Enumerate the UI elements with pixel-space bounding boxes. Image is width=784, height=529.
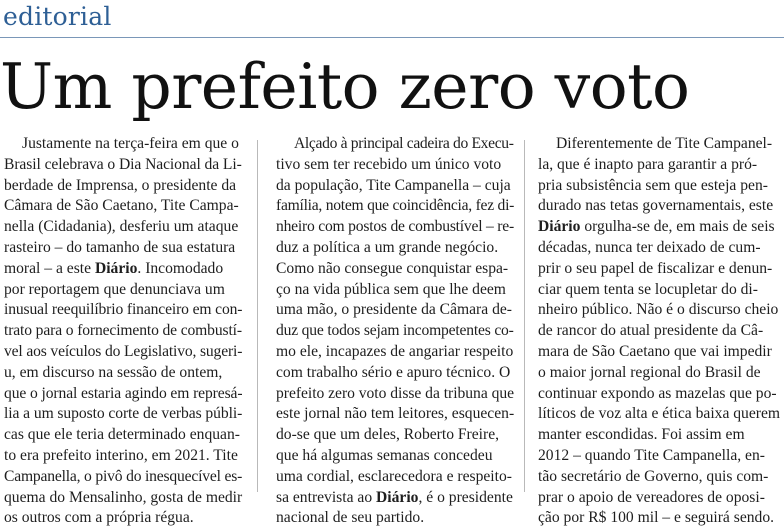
article-column-3 bbox=[538, 134, 782, 529]
article-column-2 bbox=[276, 134, 514, 529]
text-line: cas que ele teria determinado enquan- bbox=[4, 426, 240, 444]
text-line: inusual reequilíbrio financeiro em con- bbox=[4, 301, 243, 319]
text-line: berdade de Imprensa, o presidente da bbox=[4, 176, 237, 194]
text-line: Como não consegue conquistar espa- bbox=[276, 259, 509, 277]
section-divider bbox=[0, 37, 784, 38]
text-line: mara de São Caetano que vai impedir bbox=[538, 342, 772, 360]
text-line: Brasil celebrava o Dia Nacional da Li- bbox=[4, 155, 242, 173]
text-line: por reportagem que denunciava um bbox=[4, 280, 225, 298]
text-line: décadas, nunca ter deixado de cum- bbox=[538, 238, 761, 256]
text-line: la, que é inapto para garantir a pró- bbox=[538, 155, 758, 173]
text-line: Câmara de São Caetano, Tite Campa- bbox=[4, 197, 239, 215]
text-line: Diário orgulha-se de, em mais de seis bbox=[538, 218, 775, 236]
column-divider-1 bbox=[257, 140, 258, 492]
text-line: de rancor do atual presidente da Câ- bbox=[538, 322, 764, 340]
text-line: duz que todos sejam incompetentes co- bbox=[276, 322, 514, 340]
text-line: pria subsistência sem que esteja pen- bbox=[538, 176, 768, 194]
text-line: 2012 – quando Tite Campanella, en- bbox=[538, 446, 765, 464]
text-line: nella (Cidadania), desferiu um ataque bbox=[4, 218, 239, 236]
text-line: da população, Tite Campanella – cuja bbox=[276, 176, 511, 194]
column-divider-2 bbox=[524, 140, 525, 492]
text-line: tão secretário de Governo, quis com- bbox=[538, 467, 769, 485]
text-line: sa entrevista ao Diário, é o presidente bbox=[276, 488, 513, 506]
text-line: este jornal não tem leitores, esquecen- bbox=[276, 405, 515, 423]
text-line: ço na vida pública sem que lhe deem bbox=[276, 280, 506, 298]
newspaper-name: Diário bbox=[94, 259, 138, 277]
text-line: com trabalho sério e apuro técnico. O bbox=[276, 363, 511, 381]
text-line: to era prefeito interino, em 2021. Tite bbox=[4, 446, 238, 464]
text-line: Alçado à principal cadeira do Execu- bbox=[294, 135, 514, 152]
text-line: moral – a este Diário. Incomodado bbox=[4, 259, 224, 277]
article-column-1 bbox=[4, 134, 242, 529]
text-line: manter escondidas. Foi assim em bbox=[538, 426, 745, 444]
text-line: nheiro com postos de combustível – re- bbox=[276, 218, 514, 236]
newspaper-name: Diário bbox=[538, 218, 581, 236]
text-line: os outros com a própria régua. bbox=[4, 509, 194, 527]
headline: Um prefeito zero voto bbox=[0, 50, 690, 123]
text-line: u, em discurso na sessão de ontem, bbox=[4, 363, 223, 381]
text-line: Campanella, o pivô do inesquecível es- bbox=[4, 467, 243, 485]
text-line: Diferentemente de Tite Campanel- bbox=[556, 135, 773, 152]
text-line: durado nas tetas governamentais, este bbox=[538, 197, 774, 215]
text-line: líticos de voz alta e ética baixa querem bbox=[538, 405, 781, 423]
text-line: mo ele, incapazes de angariar respeito bbox=[276, 342, 514, 360]
text-line: rasteiro – do tamanho de sua estatura bbox=[4, 238, 236, 256]
newspaper-name: Diário bbox=[376, 488, 419, 506]
text-line: trato para o fornecimento de combustí- bbox=[4, 322, 242, 340]
text-line: nacional de seu partido. bbox=[276, 509, 425, 527]
text-line: o maior jornal regional do Brasil de bbox=[538, 363, 761, 381]
section-label: editorial bbox=[3, 2, 112, 31]
text-line: ciar quem tenta se locupletar do di- bbox=[538, 280, 758, 298]
text-line: Justamente na terça-feira em que o bbox=[22, 135, 239, 152]
text-line: ção por R$ 100 mil – e seguirá sendo. bbox=[538, 509, 775, 527]
text-line: vel aos veículos do Legislativo, sugeri- bbox=[4, 342, 243, 360]
text-line: uma mão, o presidente da Câmara de- bbox=[276, 301, 512, 319]
text-line: que o jornal estaria agindo em represá- bbox=[4, 384, 243, 402]
text-line: prar o apoio de vereadores de oposi- bbox=[538, 488, 765, 506]
text-line: prefeito zero voto disse da tribuna que bbox=[276, 384, 515, 402]
text-line: do-se que um deles, Roberto Freire, bbox=[276, 426, 500, 444]
text-line: tivo sem ter recebido um único voto bbox=[276, 155, 502, 173]
text-line: lia a um suposto corte de verbas públi- bbox=[4, 405, 243, 423]
text-line: prir o seu papel de fiscalizar e denun- bbox=[538, 259, 773, 277]
text-line: uma cordial, esclarecedora e respeito- bbox=[276, 467, 512, 485]
text-line: quema do Mensalinho, gosta de medir bbox=[4, 488, 243, 506]
text-line: família, notem que coincidência, fez di- bbox=[276, 197, 515, 215]
text-line: duz a política a um grande negócio. bbox=[276, 238, 499, 256]
text-line: nheiro público. Não é o discurso cheio bbox=[538, 301, 779, 319]
text-line: continuar expondo as mazelas que po- bbox=[538, 384, 777, 402]
text-line: que há algumas semanas concedeu bbox=[276, 446, 493, 464]
